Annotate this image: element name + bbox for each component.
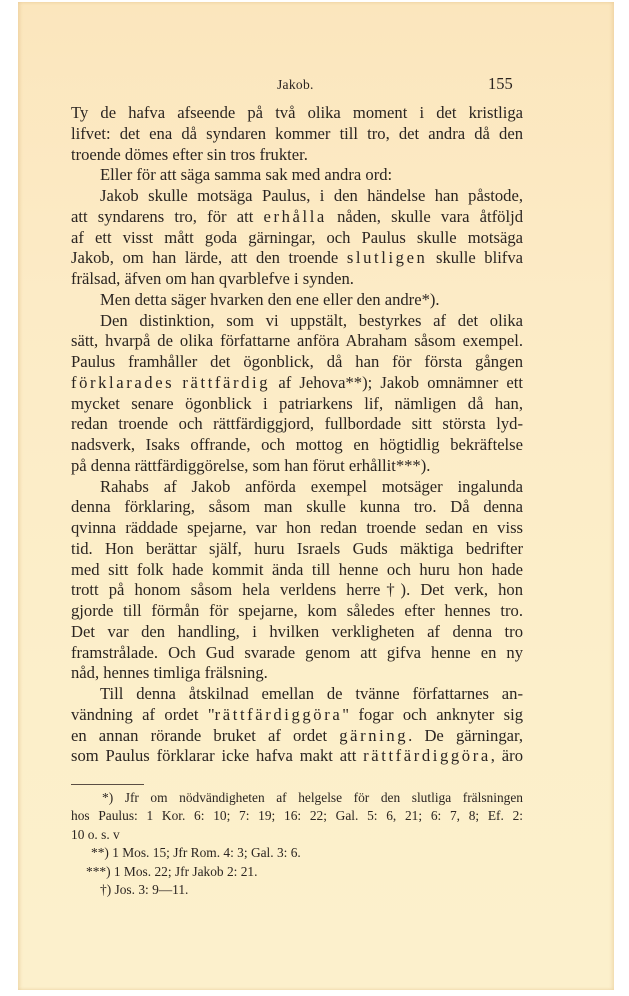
paragraph-6 xyxy=(71,477,523,685)
text-line: på denna rättfärdiggörelse, som han förut erhållit***). xyxy=(71,455,431,475)
footnote-1-line: *) Jfr om nödvändigheten af helgelse för den slutliga frälsningen xyxy=(102,790,523,805)
text-line: förklarades rättfärdig af Jehova**); Jakob omnämner ett xyxy=(71,372,524,392)
text-line: Det var den handling, i hvilken verkligheten af denna tro xyxy=(71,621,523,641)
text-line: Jakob, om han lärde, att den troende slutligen skulle blifva xyxy=(71,248,523,268)
text-line: Den distinktion, som vi uppstält, bestyrkes af det olika xyxy=(100,310,523,330)
book-page xyxy=(18,2,614,990)
paragraph-7 xyxy=(71,684,523,767)
body-text xyxy=(71,103,523,767)
text-line: Paulus framhåller det ögonblick, då han för första gången xyxy=(71,352,523,371)
text-line: trott på honom såsom hela verldens herre†). Det verk, hon xyxy=(71,580,523,600)
text-line: Rahabs af Jakob anförda exempel motsäger ingalunda xyxy=(100,476,523,496)
page-number: 155 xyxy=(488,74,513,93)
text-line: nåd, hennes timliga frälsning. xyxy=(71,663,268,683)
text-line: att syndarens tro, för att erhålla nåden, skulle vara åtföljd xyxy=(71,206,524,226)
text-line: framstrålade. Och Gud svarade genom att gifva henne en ny xyxy=(71,642,523,662)
paragraph-4 xyxy=(71,290,523,311)
paragraph-3 xyxy=(71,186,523,290)
text-line: af ett visst mått goda gärningar, och Paulus skulle motsäga xyxy=(71,227,523,247)
text-line: lifvet: det ena då syndaren kommer till tro, det andra då den xyxy=(71,123,523,143)
footnote-1-line: 10 o. s. v xyxy=(71,826,120,842)
text-line: vändning af ordet "rättfärdiggöra" fogar och anknyter sig xyxy=(71,704,523,724)
running-title: Jakob. xyxy=(277,77,314,92)
text-line: Ty de hafva afseende på två olika moment i det kristliga xyxy=(71,103,523,122)
text-line: qvinna räddade spejarne, var hon redan troende sedan en viss xyxy=(71,518,523,537)
paragraph-5 xyxy=(71,311,523,477)
running-header xyxy=(18,74,614,94)
text-line: denna förklaring, såsom man skulle kunna tro. Då denna xyxy=(71,497,523,517)
text-line: troende dömes efter sin tros frukter. xyxy=(71,144,308,164)
text-line: redan troende och rättfärdiggjord, fullbordade sitt största lyd- xyxy=(71,414,523,434)
text-line: sätt, hvarpå de olika författarne anföra Abraham såsom exempel. xyxy=(71,331,523,351)
footnote-1-line: hos Paulus: 1 Kor. 6: 10; 7: 19; 16: 22; Gal. 5: 6, 21; 6: 7, 8; Ef. 2: xyxy=(71,808,523,824)
text-line: med sitt folk hade kommit ända till henne och huru hon hade xyxy=(71,559,523,579)
footnote-3: ***) 1 Mos. 22; Jfr Jakob 2: 21. xyxy=(86,863,258,879)
text-line: Till denna åtskilnad emellan de tvänne författarnes an- xyxy=(100,684,523,703)
text-line: frälsad, äfven om han qvarblefve i synden. xyxy=(71,269,354,288)
text-line: en annan rörande bruket af ordet gärning. De gärningar, xyxy=(71,725,524,745)
footnote-2: **) 1 Mos. 15; Jfr Rom. 4: 3; Gal. 3: 6. xyxy=(91,845,301,861)
footnote-rule xyxy=(71,784,144,785)
text-line: Men detta säger hvarken den ene eller den andre*). xyxy=(100,289,440,309)
footnote-4: †) Jos. 3: 9—11. xyxy=(100,882,189,898)
paragraph-2 xyxy=(71,165,523,186)
text-line: som Paulus förklarar icke hafva makt att rättfärdiggöra, äro xyxy=(71,746,523,766)
text-line: nadsverk, Isaks offrande, och mottog en högtidlig bekräftelse xyxy=(71,435,523,454)
text-line: tid. Hon berättar själf, huru Israels Guds mäktiga bedrifter xyxy=(71,538,523,558)
text-line: Eller för att säga samma sak med andra ord: xyxy=(100,165,393,185)
text-line: gjorde till förmån för spejarne, kom således efter hennes tro. xyxy=(71,601,523,620)
text-line: mycket senare ögonblick i patriarkens lif, nämligen då han, xyxy=(71,393,523,413)
text-line: Jakob skulle motsäga Paulus, i den händelse han påstode, xyxy=(100,186,523,205)
footnotes xyxy=(71,789,523,899)
paragraph-1 xyxy=(71,103,523,165)
